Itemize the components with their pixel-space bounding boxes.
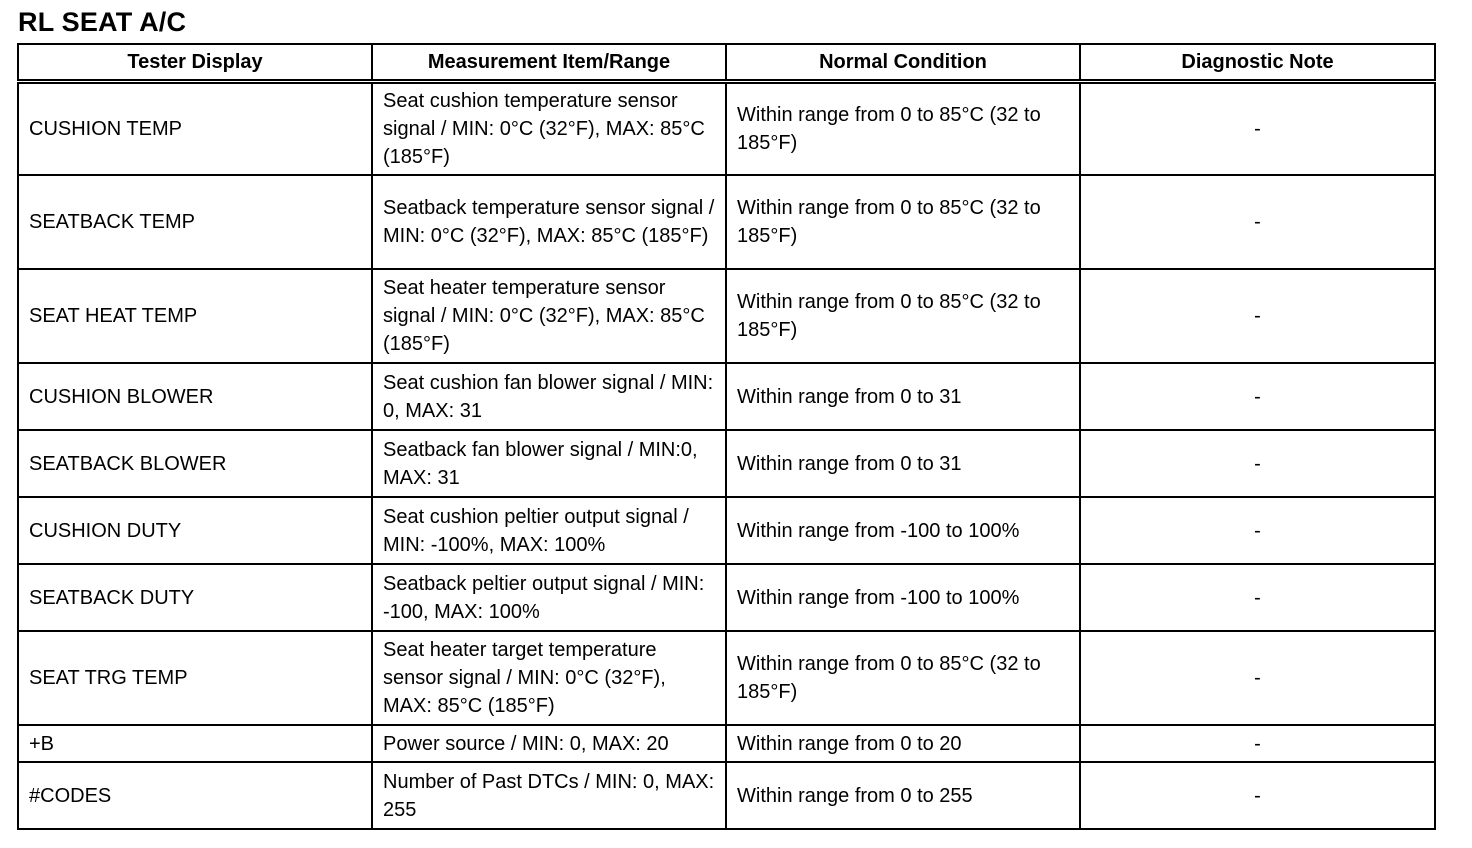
normal-condition-cell: Within range from 0 to 85°C (32 to 185°F) xyxy=(726,269,1080,363)
tester-display-cell: CUSHION DUTY xyxy=(18,497,372,564)
tester-display-cell: SEAT HEAT TEMP xyxy=(18,269,372,363)
page-title: RL SEAT A/C xyxy=(18,7,187,37)
table-row xyxy=(18,725,1435,762)
tester-display-cell: SEAT TRG TEMP xyxy=(18,631,372,725)
normal-condition-cell: Within range from 0 to 31 xyxy=(726,363,1080,430)
normal-condition-cell: Within range from 0 to 20 xyxy=(726,725,1080,762)
tester-display-cell: +B xyxy=(18,725,372,762)
tester-display-cell: SEATBACK DUTY xyxy=(18,564,372,631)
measurement-item-cell: Number of Past DTCs / MIN: 0, MAX: 255 xyxy=(372,762,726,829)
table-row xyxy=(18,631,1435,725)
measurement-item-cell: Seat cushion fan blower signal / MIN: 0, MAX: 31 xyxy=(372,363,726,430)
normal-condition-cell: Within range from -100 to 100% xyxy=(726,497,1080,564)
diagnostic-note-cell: - xyxy=(1080,725,1435,762)
table-row xyxy=(18,430,1435,497)
normal-condition-cell: Within range from 0 to 31 xyxy=(726,430,1080,497)
normal-condition-cell: Within range from -100 to 100% xyxy=(726,564,1080,631)
data-list-table xyxy=(17,43,1436,830)
tester-display-cell: SEATBACK BLOWER xyxy=(18,430,372,497)
header-diagnostic-note: Diagnostic Note xyxy=(1080,44,1435,81)
table-row xyxy=(18,497,1435,564)
diagnostic-note-cell: - xyxy=(1080,631,1435,725)
table-row xyxy=(18,81,1435,175)
diagnostic-note-cell: - xyxy=(1080,81,1435,175)
measurement-item-cell: Seatback temperature sensor signal / MIN: 0°C (32°F), MAX: 85°C (185°F) xyxy=(372,175,726,269)
header-measurement-item: Measurement Item/Range xyxy=(372,44,726,81)
diagnostic-note-cell: - xyxy=(1080,269,1435,363)
measurement-item-cell: Seatback fan blower signal / MIN:0, MAX: 31 xyxy=(372,430,726,497)
measurement-item-cell: Seat heater target temperature sensor signal / MIN: 0°C (32°F), MAX: 85°C (185°F) xyxy=(372,631,726,725)
table-row xyxy=(18,269,1435,363)
table-row xyxy=(18,762,1435,829)
tester-display-cell: SEATBACK TEMP xyxy=(18,175,372,269)
tester-display-cell: CUSHION BLOWER xyxy=(18,363,372,430)
header-normal-condition: Normal Condition xyxy=(726,44,1080,81)
diagnostic-note-cell: - xyxy=(1080,564,1435,631)
tester-display-cell: #CODES xyxy=(18,762,372,829)
normal-condition-cell: Within range from 0 to 85°C (32 to 185°F) xyxy=(726,175,1080,269)
table-row xyxy=(18,175,1435,269)
diagnostic-note-cell: - xyxy=(1080,363,1435,430)
table-row xyxy=(18,564,1435,631)
measurement-item-cell: Seatback peltier output signal / MIN: -100, MAX: 100% xyxy=(372,564,726,631)
normal-condition-cell: Within range from 0 to 255 xyxy=(726,762,1080,829)
header-tester-display: Tester Display xyxy=(18,44,372,81)
measurement-item-cell: Power source / MIN: 0, MAX: 20 xyxy=(372,725,726,762)
measurement-item-cell: Seat heater temperature sensor signal / MIN: 0°C (32°F), MAX: 85°C (185°F) xyxy=(372,269,726,363)
normal-condition-cell: Within range from 0 to 85°C (32 to 185°F) xyxy=(726,81,1080,175)
diagnostic-note-cell: - xyxy=(1080,762,1435,829)
measurement-item-cell: Seat cushion temperature sensor signal / MIN: 0°C (32°F), MAX: 85°C (185°F) xyxy=(372,81,726,175)
diagnostic-note-cell: - xyxy=(1080,175,1435,269)
tester-display-cell: CUSHION TEMP xyxy=(18,81,372,175)
table-header-row xyxy=(18,44,1435,81)
measurement-item-cell: Seat cushion peltier output signal / MIN: -100%, MAX: 100% xyxy=(372,497,726,564)
normal-condition-cell: Within range from 0 to 85°C (32 to 185°F) xyxy=(726,631,1080,725)
diagnostic-note-cell: - xyxy=(1080,430,1435,497)
diagnostic-note-cell: - xyxy=(1080,497,1435,564)
table-row xyxy=(18,363,1435,430)
